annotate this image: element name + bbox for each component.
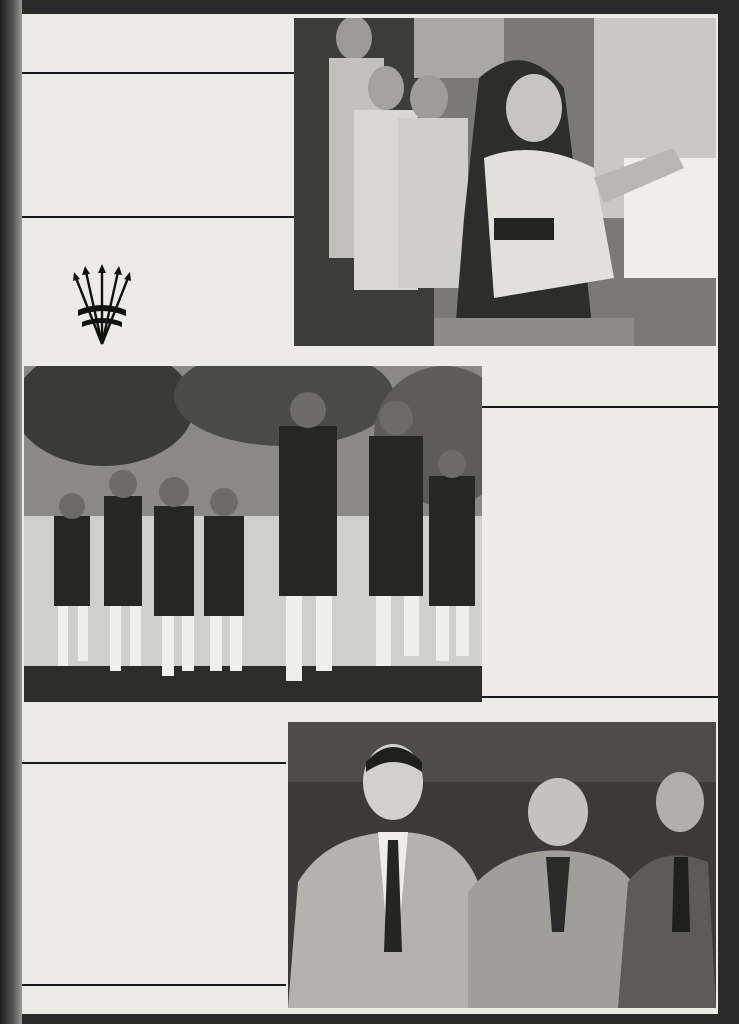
rule-below-article-3	[22, 984, 286, 986]
yoke-and-arrows-emblem	[72, 264, 132, 348]
rule-below-article-2	[482, 696, 718, 698]
rule-above-article-2	[482, 406, 718, 408]
book-spine	[0, 0, 22, 1024]
arrested-men-photo	[288, 722, 716, 1008]
rule-above-article-3	[22, 762, 286, 764]
newspaper-page	[22, 14, 718, 1014]
vaccination-photo	[294, 18, 716, 346]
rule-top-left	[22, 72, 294, 74]
marching-girls-photo	[24, 366, 482, 702]
rule-under-article-1	[22, 216, 294, 218]
